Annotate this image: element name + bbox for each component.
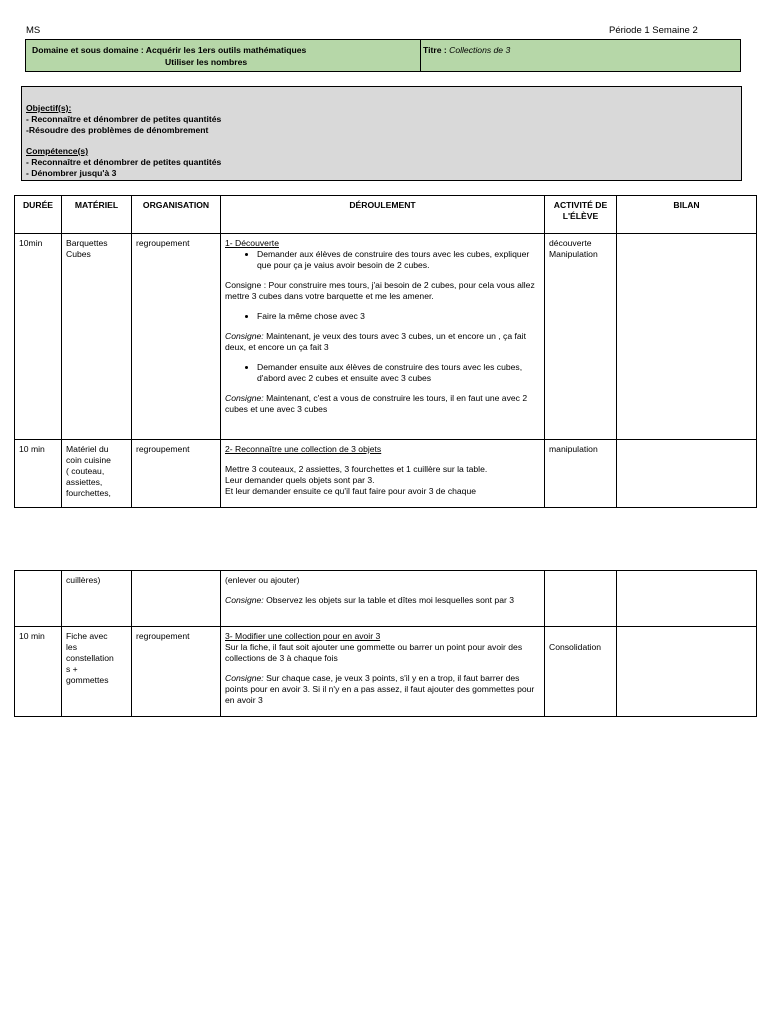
competence-item: - Reconnaître et dénombrer de petites quantités (26, 157, 222, 167)
header-deroulement: DÉROULEMENT (221, 196, 545, 234)
instruction-line: Leur demander quels objets sont par 3. (225, 475, 375, 485)
cell-duree: 10min (15, 234, 62, 440)
materiel-line: Fiche avec (66, 631, 108, 641)
cell-materiel (62, 627, 132, 717)
cell-activite: Consolidation (545, 627, 617, 717)
competence-item: - Dénombrer jusqu'à 3 (26, 168, 117, 178)
lesson-table-page1 (14, 195, 757, 508)
title-label: Titre : (423, 45, 447, 55)
materiel-line: fourchettes, (66, 488, 111, 498)
domain-cell (26, 40, 421, 71)
cell-materiel: cuillères) (62, 571, 132, 627)
cell-duree: 10 min (15, 627, 62, 717)
instruction-line: (enlever ou ajouter) (225, 575, 300, 585)
competence-heading: Compétence(s) (26, 146, 89, 156)
consigne-label: Consigne: (225, 331, 264, 341)
header-materiel: MATÉRIEL (62, 196, 132, 234)
domain-box (25, 39, 741, 72)
cell-organisation: regroupement (132, 627, 221, 717)
period-label: Période 1 Semaine 2 (609, 25, 698, 36)
materiel-line: Matériel du (66, 444, 109, 454)
materiel-line: Cubes (66, 249, 91, 259)
instruction-paragraph: Sur la fiche, il faut soit ajouter une gommette ou barrer un point pour avoir des collections de 3 à chaque fois (225, 642, 523, 663)
cell-bilan (617, 234, 757, 440)
consigne-label: Consigne: (225, 393, 264, 403)
materiel-line: assiettes, (66, 477, 103, 487)
activite-line: Manipulation (549, 249, 598, 259)
cell-bilan (617, 440, 757, 508)
materiel-line: gommettes (66, 675, 109, 685)
materiel-line: constellation (66, 653, 114, 663)
materiel-line: ( couteau, (66, 466, 105, 476)
cell-organisation: regroupement (132, 440, 221, 508)
consigne-paragraph (225, 331, 540, 353)
cell-materiel (62, 440, 132, 508)
consigne-text: Sur chaque case, je veux 3 points, s'il y en a trop, il faut barrer des points pour en avoir 3. Si il n'y en a pas assez, il faut ajouter des gommettes pour en avoir 3 (225, 673, 535, 705)
cell-activite (545, 234, 617, 440)
table-row (15, 627, 757, 717)
cell-activite (545, 571, 617, 627)
cell-duree (15, 571, 62, 627)
cell-organisation (132, 571, 221, 627)
activite-line: découverte (549, 238, 592, 248)
consigne-paragraph (225, 595, 540, 606)
consigne-label: Consigne: (225, 595, 264, 605)
section-title: 2- Reconnaître une collection de 3 objets (225, 444, 382, 454)
instruction-paragraph: Consigne : Pour construire mes tours, j'ai besoin de 2 cubes, pour cela vous allez mettre 3 cubes dans votre barquette et me les amener. (225, 280, 535, 301)
instruction-bullet: • Faire la même chose avec 3 (257, 311, 540, 322)
header-duree: DURÉE (15, 196, 62, 234)
instruction-line: Et leur demander ensuite ce qu'il faut faire pour avoir 3 de chaque (225, 486, 477, 496)
objectif-item: -Résoudre des problèmes de dénombrement (26, 125, 209, 135)
cell-materiel (62, 234, 132, 440)
domain-line-2: Utiliser les nombres (165, 57, 248, 67)
header-organisation: ORGANISATION (132, 196, 221, 234)
consigne-paragraph (225, 673, 540, 706)
cell-activite: manipulation (545, 440, 617, 508)
cell-duree: 10 min (15, 440, 62, 508)
title-cell (423, 45, 510, 56)
instruction-bullet: • Demander ensuite aux élèves de construire des tours avec les cubes, d'abord avec 2 cubes et ensuite avec 3 cubes (257, 362, 540, 384)
objectif-heading: Objectif(s): (26, 103, 72, 113)
lesson-table-page2 (14, 570, 757, 717)
header-bilan: BILAN (617, 196, 757, 234)
cell-deroulement (221, 234, 545, 440)
materiel-line: coin cuisine (66, 455, 111, 465)
table-row (15, 234, 757, 440)
domain-line-1: Domaine et sous domaine : Acquérir les 1ers outils mathématiques (32, 45, 307, 55)
materiel-line: s + (66, 664, 78, 674)
consigne-text: Observez les objets sur la table et dîtes moi lesquelles sont par 3 (263, 595, 515, 605)
consigne-text: Maintenant, c'est a vous de construire les tours, il en faut une avec 2 cubes et une avec 3 cubes (225, 393, 528, 414)
table-row (15, 571, 757, 627)
instruction-bullet: • Demander aux élèves de construire des tours avec les cubes, expliquer que pour ça je vaius avoir besoin de 2 cubes. (257, 249, 540, 271)
cell-organisation: regroupement (132, 234, 221, 440)
objectives-box (21, 86, 742, 181)
header-activite: ACTIVITÉ DE L'ÉLÈVE (545, 196, 617, 234)
cell-bilan (617, 627, 757, 717)
objectif-item: - Reconnaître et dénombrer de petites quantités (26, 114, 222, 124)
materiel-line: Barquettes (66, 238, 108, 248)
table-row (15, 440, 757, 508)
section-title: 1- Découverte (225, 238, 279, 248)
cell-deroulement (221, 627, 545, 717)
cell-deroulement (221, 440, 545, 508)
consigne-paragraph (225, 393, 540, 415)
table-header-row (15, 196, 757, 234)
materiel-line: les (66, 642, 77, 652)
cell-deroulement (221, 571, 545, 627)
consigne-label: Consigne: (225, 673, 264, 683)
section-title: 3- Modifier une collection pour en avoir 3 (225, 631, 381, 641)
cell-bilan (617, 571, 757, 627)
title-value: Collections de 3 (449, 45, 511, 55)
consigne-text: Maintenant, je veux des tours avec 3 cubes, un et encore un , ça fait deux, et encore un ça fait 3 (225, 331, 526, 352)
instruction-line: Mettre 3 couteaux, 2 assiettes, 3 fourchettes et 1 cuillère sur la table. (225, 464, 488, 474)
class-level: MS (26, 25, 41, 36)
